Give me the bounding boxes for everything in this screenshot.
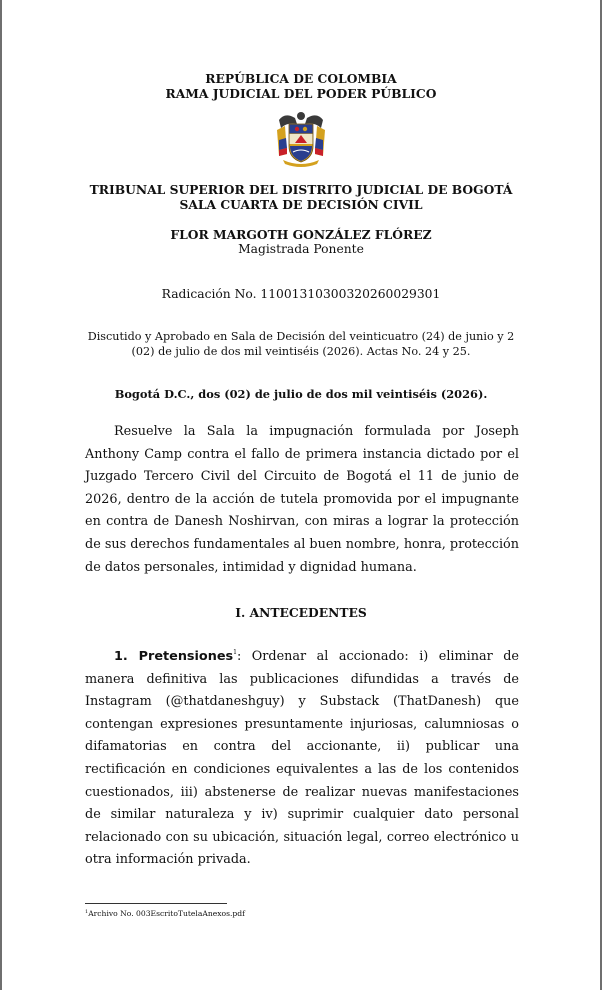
header-rama-judicial: RAMA JUDICIAL DEL PODER PÚBLICO bbox=[165, 86, 437, 101]
discussed-line-2: (02) de julio de dos mil veintiséis (2026). Actas No. 24 y 25. bbox=[131, 345, 471, 358]
footnote bbox=[85, 909, 245, 919]
court-name: TRIBUNAL SUPERIOR DEL DISTRITO JUDICIAL DE BOGOTÁ bbox=[89, 182, 513, 197]
footnote-reference[interactable]: 1 bbox=[233, 649, 237, 656]
intro-paragraph: Resuelve la Sala la impugnación formulada por Joseph Anthony Camp contra el fallo de primera instancia dictado por el Juzgado Tercero Civil del Circuito de Bogotá el 11 de junio de 2026, dentro de la acción de tutela promovida por el impugnante en contra de Danesh Noshirvan, con miras a lograr la protección de sus derechos fundamentales al buen nombre, honra, protección de datos personales, intimidad y dignidad humana. bbox=[85, 424, 519, 575]
radicacion-number: Radicación No. 11001310300320260029301 bbox=[161, 287, 441, 301]
pretensiones-text: : Ordenar al accionado: i) eliminar de manera definitiva las publicaciones difundidas a través de Instagram (@thatdaneshguy) y Substack (ThatDanesh) que contengan expresiones presuntamente injuriosas, calumniosas o difamatorias en contra del accionante, ii) publicar una rectificación en condiciones equivalentes a las de los contenidos cuestionados, iii) abstenerse de realizar nuevas manifestaciones de similar naturaleza y iv) suprimir cualquier dato personal relacionado con su ubicación, situación legal, correo electrónico u otra información privada. bbox=[85, 649, 520, 868]
pretensiones-label: 1. Pretensiones bbox=[114, 649, 234, 664]
header-republic: REPÚBLICA DE COLOMBIA bbox=[205, 71, 397, 86]
colombia-coat-of-arms-icon bbox=[275, 110, 327, 168]
discussed-line-1: Discutido y Aprobado en Sala de Decisión del veinticuatro (24) de junio y 2 bbox=[87, 330, 515, 343]
section-title: I. ANTECEDENTES bbox=[235, 605, 367, 620]
footnote-text: Archivo No. 003EscritoTutelaAnexos.pdf bbox=[88, 909, 245, 918]
pretensiones-paragraph bbox=[85, 646, 519, 872]
footnote-mark: 1 bbox=[85, 909, 89, 915]
court-chamber: SALA CUARTA DE DECISIÓN CIVIL bbox=[179, 197, 423, 212]
date-line: Bogotá D.C., dos (02) de julio de dos mil veintiséis (2026). bbox=[114, 387, 488, 401]
document-page bbox=[2, 0, 600, 990]
magistrate-role: Magistrada Ponente bbox=[238, 242, 364, 256]
magistrate-name: FLOR MARGOTH GONZÁLEZ FLÓREZ bbox=[170, 227, 432, 242]
footnote-divider bbox=[85, 903, 227, 904]
